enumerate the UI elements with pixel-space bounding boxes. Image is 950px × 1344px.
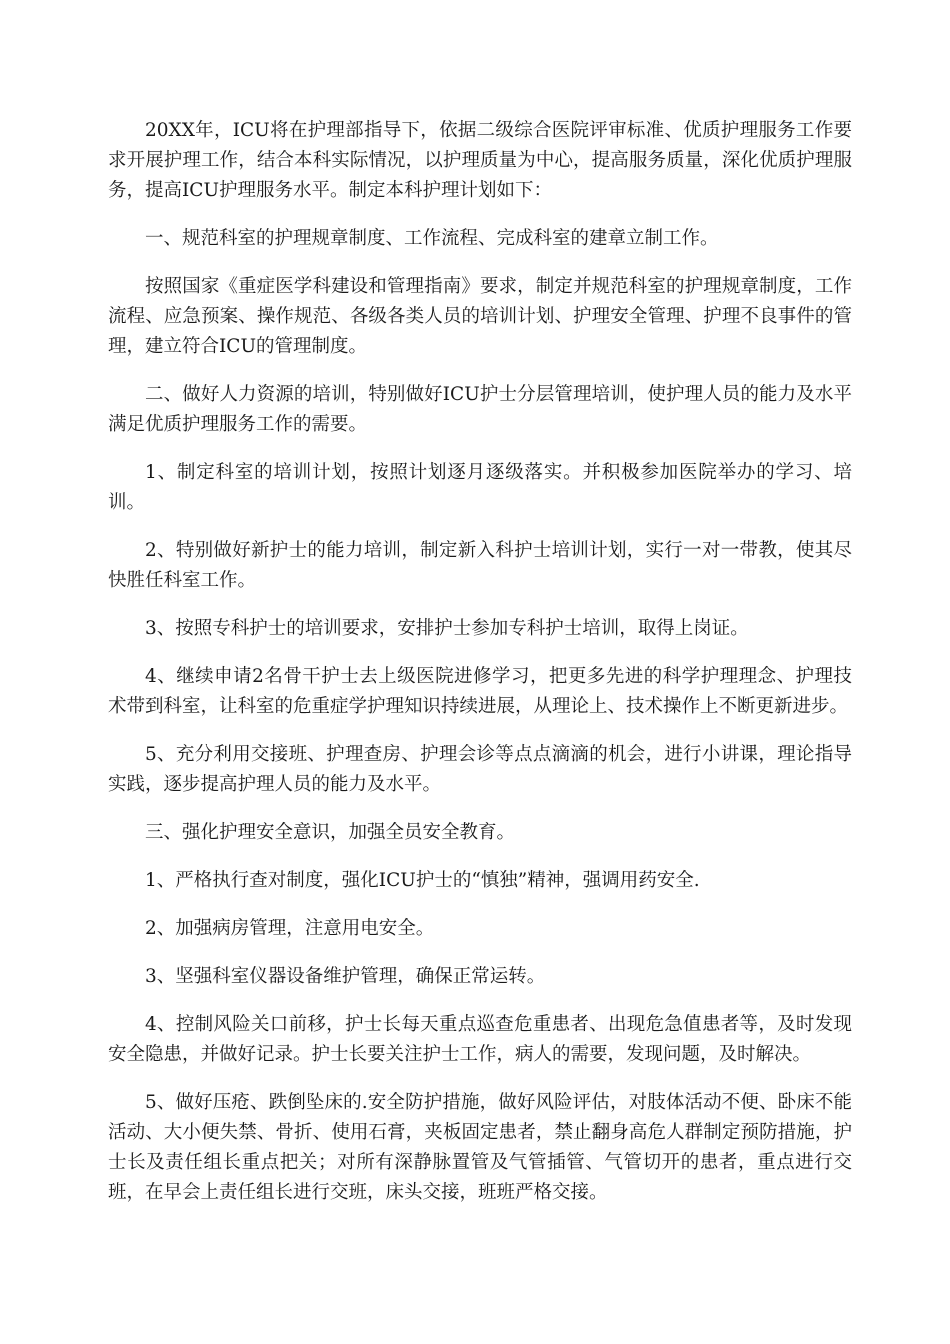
section-1-heading: 一、规范科室的护理规章制度、工作流程、完成科室的建章立制工作。 xyxy=(145,228,719,249)
section-3-item-4: 4、控制风险关口前移，护士长每天重点巡查危重患者、出现危急值患者等，及时发现安全隐患，并做好记录。护士长要关注护士工作，病人的需要，发现问题，及时解决。 xyxy=(108,1014,852,1065)
section-1-body: 按照国家《重症医学科建设和管理指南》要求，制定并规范科室的护理规章制度，工作流程、应急预案、操作规范、各级各类人员的培训计划、护理安全管理、护理不良事件的管理，建立符合ICU的管理制度。 xyxy=(108,276,852,357)
section-3-item-2: 2、加强病房管理，注意用电安全。 xyxy=(145,918,435,939)
section-2-item-2: 2、特别做好新护士的能力培训，制定新入科护士培训计划，实行一对一带教，使其尽快胜任科室工作。 xyxy=(108,540,852,591)
section-2-item-1: 1、制定科室的培训计划，按照计划逐月逐级落实。并积极参加医院举办的学习、培训。 xyxy=(108,462,852,513)
section-3-item-5: 5、做好压疮、跌倒坠床的.安全防护措施，做好风险评估，对肢体活动不便、卧床不能活动、大小便失禁、骨折、使用石膏，夹板固定患者，禁止翻身高危人群制定预防措施，护士长及责任组长重点把关；对所有深静脉置管及气管插管、气管切开的患者，重点进行交班，在早会上责任组长进行交班，床头交接，班班严格交接。 xyxy=(108,1092,852,1203)
section-3-heading: 三、强化护理安全意识，加强全员安全教育。 xyxy=(145,822,516,843)
section-2-item-5: 5、充分利用交接班、护理查房、护理会诊等点点滴滴的机会，进行小讲课，理论指导实践，逐步提高护理人员的能力及水平。 xyxy=(108,744,852,795)
intro-paragraph: 20XX年，ICU将在护理部指导下，依据二级综合医院评审标准、优质护理服务工作要求开展护理工作，结合本科实际情况，以护理质量为中心，提高服务质量，深化优质护理服务，提高ICU护理服务水平。制定本科护理计划如下： xyxy=(108,120,852,201)
section-3-item-1: 1、严格执行查对制度，强化ICU护士的“慎独”精神，强调用药安全. xyxy=(145,870,700,891)
section-2-item-4: 4、继续申请2名骨干护士去上级医院进修学习，把更多先进的科学护理理念、护理技术带到科室，让科室的危重症学护理知识持续进展，从理论上、技术操作上不断更新进步。 xyxy=(108,666,852,717)
section-3-item-3: 3、坚强科室仪器设备维护管理，确保正常运转。 xyxy=(145,966,546,987)
section-2-item-3: 3、按照专科护士的培训要求，安排护士参加专科护士培训，取得上岗证。 xyxy=(145,618,749,639)
section-2-heading: 二、做好人力资源的培训，特别做好ICU护士分层管理培训，使护理人员的能力及水平满足优质护理服务工作的需要。 xyxy=(108,384,852,435)
